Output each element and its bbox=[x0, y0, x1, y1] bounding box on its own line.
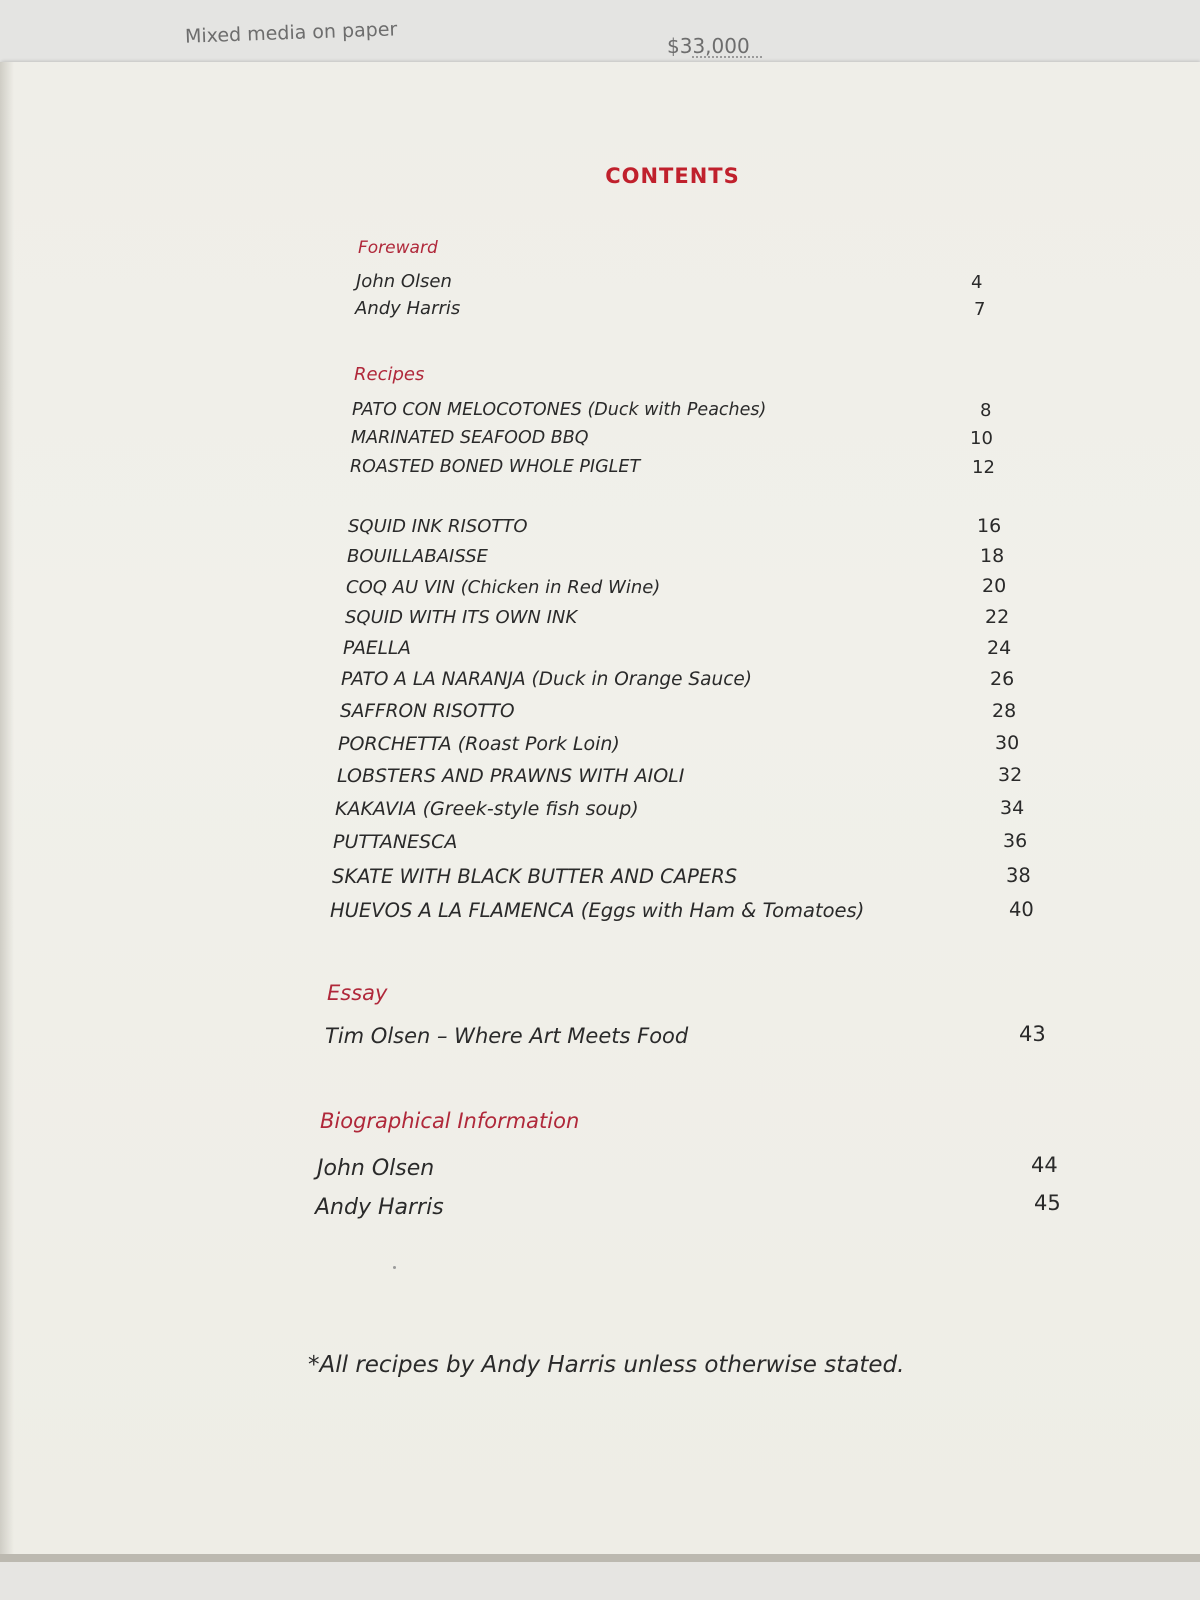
toc-entry: MARINATED SEAFOOD BBQ bbox=[351, 428, 589, 448]
page-edge-shadow bbox=[0, 62, 14, 1554]
toc-entry: PORCHETTA (Roast Pork Loin) bbox=[338, 733, 620, 755]
toc-entry: SAFFRON RISOTTO bbox=[340, 701, 515, 722]
toc-entry: Tim Olsen – Where Art Meets Food bbox=[325, 1024, 689, 1048]
toc-entry: Andy Harris bbox=[315, 1195, 444, 1220]
toc-entry: ROASTED BONED WHOLE PIGLET bbox=[350, 457, 641, 477]
toc-entry: COQ AU VIN (Chicken in Red Wine) bbox=[346, 577, 661, 598]
toc-page-number: 30 bbox=[995, 732, 1020, 754]
section-heading-biographical-information: Biographical Information bbox=[320, 1109, 580, 1133]
toc-page-number: 7 bbox=[974, 299, 986, 320]
toc-page-number: 38 bbox=[1006, 864, 1031, 887]
toc-page-number: 32 bbox=[998, 764, 1023, 786]
toc-page-number: 12 bbox=[972, 457, 995, 478]
toc-page-number: 10 bbox=[970, 428, 993, 449]
toc-page-number: 44 bbox=[1031, 1153, 1058, 1177]
toc-page-number: 20 bbox=[982, 575, 1007, 597]
toc-entry: SKATE WITH BLACK BUTTER AND CAPERS bbox=[332, 865, 738, 888]
toc-page-number: 40 bbox=[1009, 898, 1034, 921]
toc-page-number: 28 bbox=[992, 700, 1017, 722]
toc-entry: PATO CON MELOCOTONES (Duck with Peaches) bbox=[352, 400, 767, 420]
toc-page-number: 22 bbox=[985, 606, 1010, 628]
toc-entry: PUTTANESCA bbox=[333, 831, 458, 853]
toc-entry: SQUID WITH ITS OWN INK bbox=[345, 607, 578, 628]
toc-page-number: 16 bbox=[977, 515, 1002, 537]
toc-page-number: 43 bbox=[1019, 1022, 1046, 1046]
toc-entry: LOBSTERS AND PRAWNS WITH AIOLI bbox=[337, 765, 685, 787]
toc-page-number: 24 bbox=[987, 637, 1012, 659]
toc-page-number: 34 bbox=[1000, 797, 1025, 819]
background-medium-label: Mixed media on paper bbox=[184, 18, 398, 48]
toc-entry: PAELLA bbox=[343, 638, 411, 659]
toc-page-number: 36 bbox=[1003, 830, 1028, 852]
toc-entry: PATO A LA NARANJA (Duck in Orange Sauce) bbox=[341, 669, 753, 690]
page-title: CONTENTS bbox=[605, 164, 740, 188]
toc-entry: SQUID INK RISOTTO bbox=[348, 516, 528, 537]
toc-entry: BOUILLABAISSE bbox=[347, 546, 488, 567]
toc-page-number: 45 bbox=[1034, 1191, 1061, 1215]
toc-entry: John Olsen bbox=[356, 271, 452, 292]
toc-page-number: 4 bbox=[971, 272, 983, 293]
footnote: *All recipes by Andy Harris unless otherwise stated. bbox=[308, 1352, 905, 1378]
section-heading-essay: Essay bbox=[327, 981, 388, 1005]
toc-entry: HUEVOS A LA FLAMENCA (Eggs with Ham & Tomatoes) bbox=[330, 899, 865, 922]
section-heading-foreward: Foreward bbox=[358, 238, 438, 258]
paper-speck bbox=[393, 1266, 396, 1269]
toc-entry: KAKAVIA (Greek-style fish soup) bbox=[335, 798, 639, 820]
surface-below bbox=[0, 1562, 1200, 1600]
toc-page-number: 18 bbox=[980, 545, 1005, 567]
section-heading-recipes: Recipes bbox=[354, 364, 425, 385]
background-price: $33,000 bbox=[667, 34, 750, 58]
toc-entry: John Olsen bbox=[317, 1156, 435, 1181]
toc-entry: Andy Harris bbox=[355, 298, 461, 319]
toc-page-number: 8 bbox=[980, 400, 992, 421]
toc-page-number: 26 bbox=[990, 668, 1015, 690]
page-bottom-edge bbox=[0, 1554, 1200, 1562]
